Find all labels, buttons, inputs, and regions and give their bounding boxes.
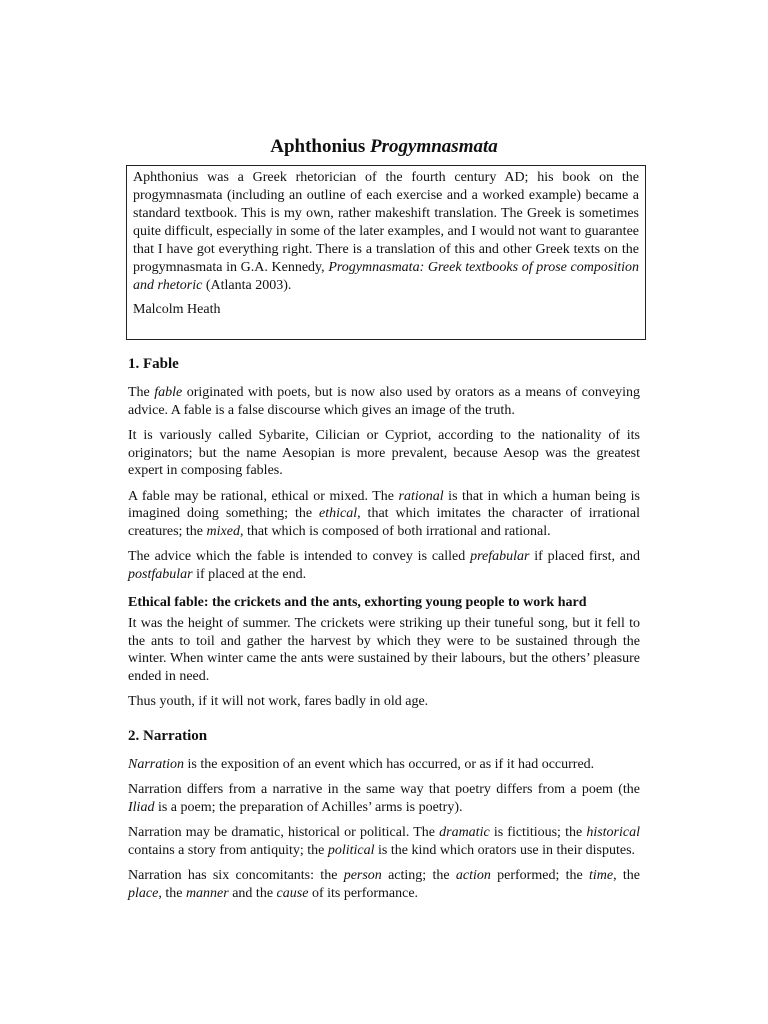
narration-paragraph-3: Narration may be dramatic, historical or political. The dramatic is fictitious; the historical contains a story from antiquity; the political is the kind which orators use in their disputes. (128, 825, 640, 858)
example-paragraph-1: It was the height of summer. The crickets were striking up their tuneful song, but it fell to the ants to toil and gather the harvest by which they were to be sustained through the winter. When winter came the ants were sustained by their labours, but the others’ pleasure ended in need. (128, 616, 640, 684)
title-work: Progymnasmata (370, 136, 498, 157)
intro-text: Aphthonius was a Greek rhetorician of the fourth century AD; his book on the progymnasmata (including an outline of each exercise and a worked example) became a standard textbook. This is my own, rather makeshift translation. The Greek is sometimes quite difficult, especially in some of the later examples, and I would not want to guarantee that I have got everything right. There is a translation of this and other Greek texts on the progymnasmata in G.A. Kennedy, (133, 170, 639, 275)
narration-paragraph-1: Narration is the exposition of an event which has occurred, or as if it had occurred. (128, 756, 595, 772)
fable-paragraph-4: The advice which the fable is intended to convey is called prefabular if placed first, and postfabular if placed at the end. (128, 549, 640, 582)
intro-paragraph (133, 169, 639, 295)
intro-signature: Malcolm Heath (133, 302, 221, 317)
example-paragraph-2: Thus youth, if it will not work, fares badly in old age. (128, 694, 429, 709)
narration-paragraph-4: Narration has six concomitants: the person acting; the action performed; the time, the place, the manner and the cause of its performance. (128, 868, 640, 901)
document-body (128, 353, 640, 902)
example-heading: Ethical fable: the crickets and the ants, exhorting young people to work hard (128, 595, 587, 610)
section-heading-fable: 1. Fable (128, 356, 179, 372)
section-heading-narration: 2. Narration (128, 727, 208, 744)
fable-paragraph-3: A fable may be rational, ethical or mixed. The rational is that in which a human being is imagined doing something; the ethical, that which imitates the character of irrational creatures; the mixed, that which is composed of both irrational and rational. (128, 488, 640, 539)
fable-paragraph-2: It is variously called Sybarite, Cilician or Cypriot, according to the nationality of its originators; but the name Aesopian is more prevalent, because Aesop was the greatest expert in composing fables. (128, 428, 640, 478)
intro-text-end: (Atlanta 2003). (202, 278, 292, 293)
intro-book-title: Progymnasmata: Greek textbooks of prose composition and rhetoric (133, 260, 639, 293)
narration-paragraph-2: Narration differs from a narrative in the same way that poetry differs from a poem (the Iliad is a poem; the preparation of Achilles’ arms is poetry). (128, 782, 640, 815)
fable-paragraph-1: The fable originated with poets, but is now also used by orators as a means of conveying advice. A fable is a false discourse which gives an image of the truth. (128, 385, 640, 418)
document-title (128, 135, 640, 159)
intro-box (126, 165, 646, 340)
title-author: Aphthonius (270, 136, 366, 157)
